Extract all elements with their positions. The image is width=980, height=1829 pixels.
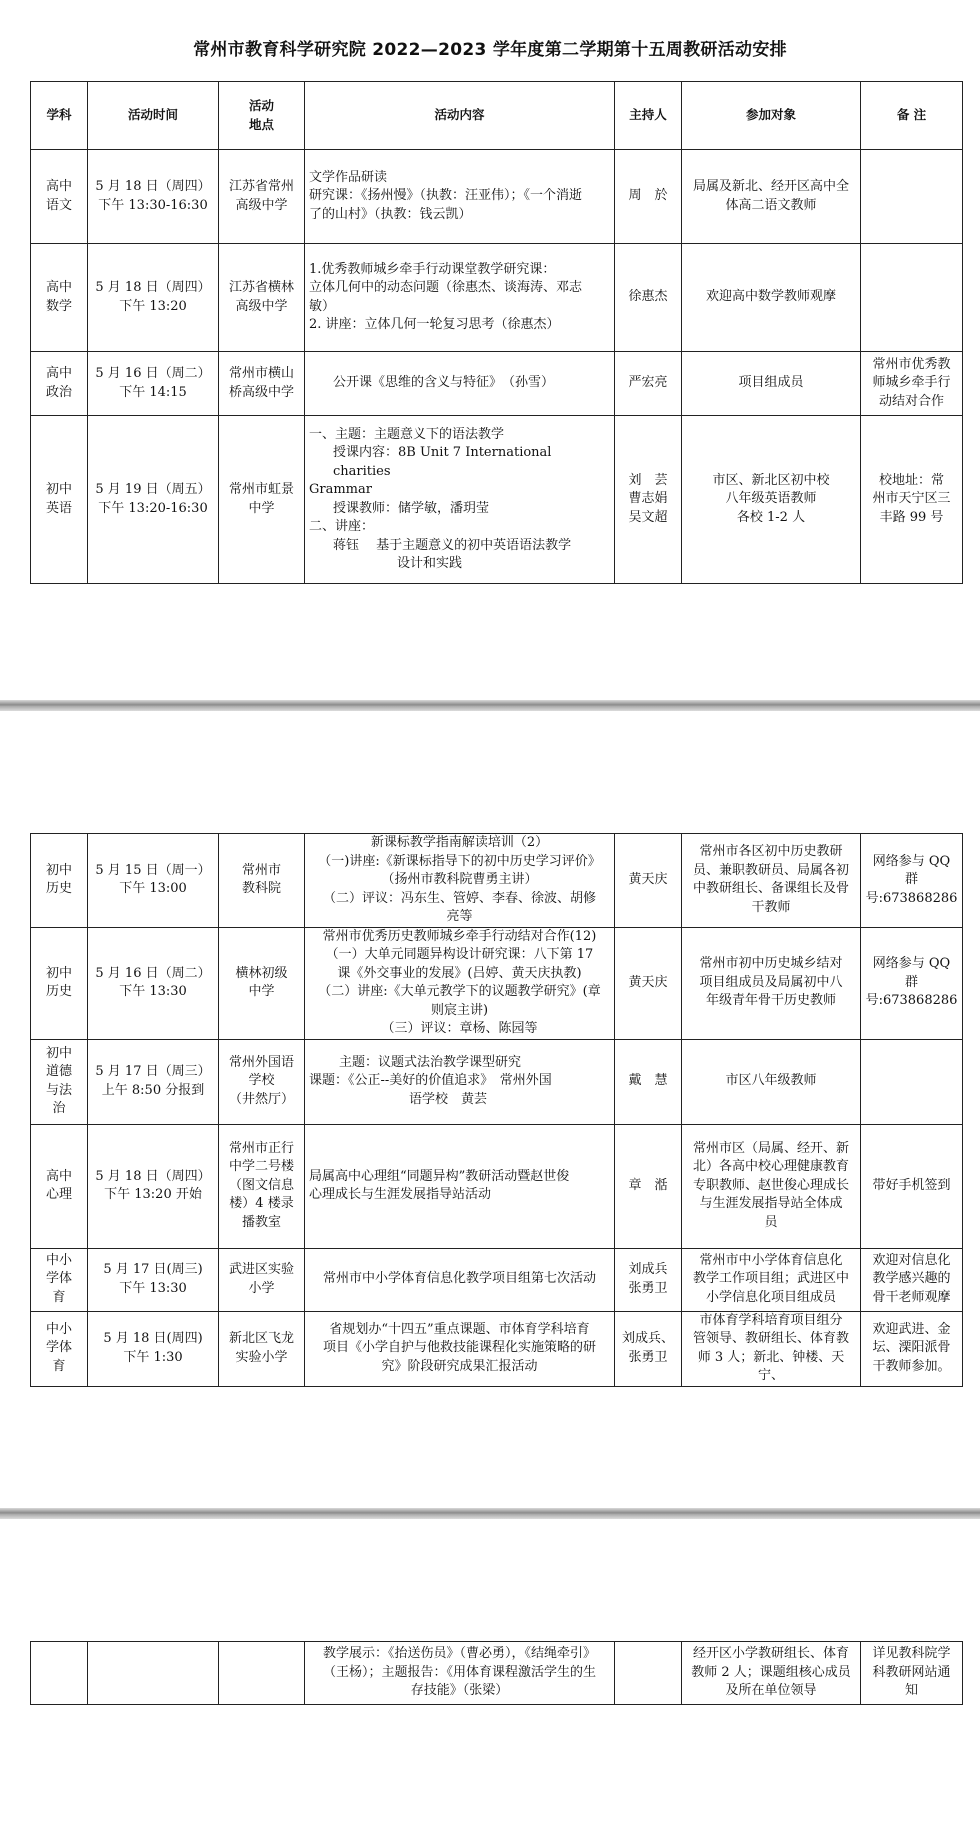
- cell-line: 武进区实验: [228, 1262, 294, 1277]
- participants-cell: [682, 1311, 861, 1386]
- cell-line: 上午 8:50 分报到: [101, 1082, 205, 1098]
- cell-line: 网络参与 QQ: [872, 853, 951, 869]
- cell-line: 骨干老师观摩: [872, 1289, 951, 1305]
- page-separator: [0, 700, 980, 711]
- place-cell: [219, 1248, 305, 1311]
- table-row: [31, 416, 963, 584]
- cell-line: 5 月 15 日（周一）: [95, 862, 211, 878]
- participants-cell: [682, 1039, 861, 1124]
- remarks-cell: [861, 834, 963, 928]
- cell-line: 中学: [248, 500, 275, 516]
- cell-line: 小学: [248, 1280, 275, 1296]
- cell-line: 了的山村》（执教：钱云凯）: [309, 206, 472, 222]
- cell-line: 刘成兵: [628, 1262, 668, 1277]
- cell-line: 常州市区（局属、经开、新: [692, 1140, 849, 1156]
- cell-line: 群: [904, 974, 918, 990]
- cell-line: 员: [764, 1214, 778, 1230]
- table-row: [31, 1642, 963, 1705]
- cell-line: 戴 慧: [628, 1073, 668, 1089]
- cell-line: 中小: [45, 1321, 72, 1337]
- cell-line: 新北区飞龙: [228, 1331, 294, 1346]
- host-cell: [615, 1124, 682, 1248]
- cell-line: 坛、溧阳派骨: [872, 1340, 951, 1356]
- cell-line: 政治: [45, 384, 72, 400]
- cell-line: 历史: [45, 881, 72, 897]
- cell-line: 带好手机签到: [872, 1177, 951, 1193]
- subject-cell: [31, 244, 88, 352]
- cell-line: 江苏省常州: [228, 179, 294, 194]
- cell-line: 新课标教学指南解读培训（2）: [370, 835, 549, 850]
- time-cell: [88, 1124, 219, 1248]
- cell-line: 项目组成员: [738, 375, 804, 391]
- place-cell: [219, 927, 305, 1039]
- cell-line: 常州市优秀历史教师城乡牵手行动结对合作(12): [322, 928, 597, 944]
- table-row: [31, 1248, 963, 1311]
- cell-line: 下午 13:30: [119, 984, 187, 999]
- header-subject: 学科: [31, 82, 88, 150]
- subject-cell: [31, 1124, 88, 1248]
- cell-line: 专职教师、赵世俊心理成长: [692, 1177, 849, 1193]
- cell-line: 与生涯发展指导站全体成: [699, 1196, 843, 1212]
- subject-cell: [31, 1039, 88, 1124]
- place-cell: [219, 244, 305, 352]
- cell-line: 张勇卫: [628, 1280, 668, 1296]
- remarks-cell: [861, 1039, 963, 1124]
- cell-line: 5 月 16 日（周二）: [95, 965, 211, 981]
- table-header-row: [31, 82, 963, 150]
- host-cell: [615, 1311, 682, 1386]
- cell-line: 蒋钰 基于主题意义的初中英语语法教学: [333, 537, 572, 553]
- cell-line: 5 月 17 日（周三）: [95, 1064, 211, 1079]
- remarks-cell: [861, 1311, 963, 1386]
- host-cell: [615, 416, 682, 584]
- cell-line: 市体育学科培育项目组分: [699, 1312, 843, 1328]
- cell-line: 常州市中小学体育信息化: [699, 1252, 843, 1268]
- cell-line: 设计和实践: [397, 556, 463, 571]
- content-cell: [305, 416, 615, 584]
- content-cell: [305, 244, 615, 352]
- time-cell: [88, 1248, 219, 1311]
- cell-line: 省规划办“十四五”重点课题、市体育学科培育: [329, 1321, 590, 1337]
- subject-cell: [31, 352, 88, 416]
- cell-line: 校地址：常: [878, 472, 944, 488]
- cell-line: 下午 13:30: [119, 1280, 187, 1296]
- cell-line: 5 月 16 日（周二）: [95, 366, 211, 381]
- cell-line: 黄天庆: [628, 974, 668, 990]
- participants-cell: [682, 1124, 861, 1248]
- table-row: [31, 150, 963, 244]
- subject-cell: [31, 150, 88, 244]
- content-cell: [305, 1311, 615, 1386]
- participants-cell: [682, 1248, 861, 1311]
- header-remarks: 备 注: [861, 82, 963, 150]
- cell-line: （一）大单元同题异构设计研究课：八下第 17: [325, 947, 594, 962]
- cell-line: 刘 芸: [628, 472, 668, 488]
- cell-line: 与法: [45, 1082, 72, 1098]
- cell-line: 州市天宁区三: [872, 491, 951, 507]
- cell-line: 教学感兴趣的: [872, 1271, 951, 1287]
- cell-line: 主题：议题式法治教学课型研究: [339, 1054, 522, 1070]
- cell-line: （二）讲座:《大单元教学下的议题教学研究》(章: [318, 984, 601, 999]
- cell-line: 号:673868286: [865, 993, 958, 1009]
- schedule-table-page-2: [30, 833, 963, 1387]
- cell-line: 小学信息化项目组成员: [705, 1289, 836, 1305]
- cell-line: 常州市中小学体育信息化教学项目组第七次活动: [322, 1271, 596, 1287]
- cell-line: 则宸主讲): [430, 1002, 489, 1018]
- cell-line: 文学作品研读: [309, 169, 388, 185]
- host-cell: [615, 927, 682, 1039]
- cell-line: 初中: [45, 1045, 72, 1061]
- cell-line: 项目组成员及局属初中八: [699, 974, 843, 990]
- cell-line: 1.优秀教师城乡牵手行动课堂教学研究课：: [309, 261, 556, 277]
- cell-line: 号:673868286: [865, 890, 958, 906]
- cell-line: 究》阶段研究成果汇报活动: [381, 1358, 538, 1374]
- cell-line: 常州市各区初中历史教研: [699, 844, 843, 860]
- time-cell: [88, 416, 219, 584]
- subject-cell: [31, 1311, 88, 1386]
- cell-line: 中教研组长、备课组长及骨: [692, 881, 849, 897]
- place-cell: [219, 1642, 305, 1705]
- host-cell: [615, 352, 682, 416]
- cell-line: 项目《小学自护与他救技能课程化实施策略的研: [322, 1340, 596, 1356]
- cell-line: 网络参与 QQ: [872, 956, 951, 972]
- time-cell: [88, 352, 219, 416]
- cell-line: 局属高中心理组“同题异构”教研活动暨赵世俊: [309, 1168, 570, 1184]
- cell-line: 高中: [45, 1168, 72, 1184]
- cell-line: 育: [52, 1289, 66, 1305]
- time-cell: [88, 1642, 219, 1705]
- cell-line: 及所在单位领导: [725, 1683, 817, 1699]
- cell-line: 治: [52, 1101, 66, 1116]
- cell-line: 员、兼职教研员、局属各初: [692, 862, 849, 878]
- cell-line: 曹志娟: [628, 491, 668, 507]
- cell-line: 课《外交事业的发展》(吕婷、黄天庆执教): [337, 965, 582, 981]
- cell-line: （二）评议：冯东生、管婷、李春、徐波、胡修: [322, 890, 596, 906]
- remarks-cell: [861, 1124, 963, 1248]
- cell-line: 5 月 17 日(周三): [103, 1262, 203, 1277]
- cell-line: 江苏省横林: [228, 280, 294, 295]
- header-host: 主持人: [615, 82, 682, 150]
- cell-line: 常州市: [241, 862, 281, 878]
- cell-line: 下午 13:30-16:30: [98, 197, 208, 213]
- cell-line: 北）各高中校心理健康教育: [692, 1159, 849, 1175]
- cell-line: 语文: [45, 197, 72, 213]
- cell-line: 下午 14:15: [119, 384, 187, 400]
- content-cell: [305, 834, 615, 928]
- table-row: [31, 1311, 963, 1386]
- table-row: [31, 352, 963, 416]
- cell-line: 吴文超: [628, 509, 668, 525]
- cell-line: 道德: [45, 1064, 72, 1079]
- content-cell: [305, 1642, 615, 1705]
- place-cell: [219, 834, 305, 928]
- subject-cell: [31, 1642, 88, 1705]
- cell-line: 周 於: [628, 188, 668, 204]
- subject-cell: [31, 416, 88, 584]
- remarks-cell: [861, 927, 963, 1039]
- schedule-table-page-1: [30, 81, 963, 584]
- table-row: [31, 1039, 963, 1124]
- cell-line: 常州市优秀教: [872, 356, 951, 372]
- cell-line: 动结对合作: [878, 393, 944, 409]
- cell-line: 育: [52, 1358, 66, 1374]
- cell-line: 5 月 18 日（周四）: [95, 280, 211, 295]
- cell-line: 5 月 19 日（周五）: [95, 482, 211, 497]
- cell-line: 科教研网站通: [872, 1664, 951, 1680]
- cell-line: 八年级英语教师: [725, 491, 817, 507]
- cell-line: （扬州市教科院曹勇主讲）: [381, 872, 538, 887]
- remarks-cell: [861, 1642, 963, 1705]
- cell-line: 常州市初中历史城乡结对: [699, 956, 843, 972]
- cell-line: 5 月 18 日(周四): [103, 1331, 203, 1346]
- cell-line: 心理成长与生涯发展指导站活动: [309, 1187, 492, 1202]
- cell-line: 研究课：《扬州慢》（执教：汪亚伟）；《一个消逝: [309, 188, 583, 204]
- cell-line: 章 湉: [628, 1177, 668, 1193]
- cell-line: 欢迎对信息化: [872, 1252, 951, 1268]
- cell-line: 5 月 18 日（周四）: [95, 179, 211, 194]
- host-cell: [615, 1248, 682, 1311]
- cell-line: 师 3 人；新北、钟楼、天宁、: [697, 1349, 845, 1383]
- table-row: [31, 927, 963, 1039]
- place-cell: [219, 1124, 305, 1248]
- cell-line: 常州市横山: [228, 366, 294, 381]
- table-row: [31, 1124, 963, 1248]
- cell-line: 高级中学: [235, 298, 288, 314]
- cell-line: 初中: [45, 965, 72, 981]
- participants-cell: [682, 1642, 861, 1705]
- place-cell: [219, 416, 305, 584]
- cell-line: （三）评议：章杨、陈园等: [381, 1021, 538, 1036]
- cell-line: 下午 13:20 开始: [104, 1187, 202, 1202]
- remarks-cell: [861, 244, 963, 352]
- cell-line: 年级青年骨干历史教师: [705, 993, 836, 1009]
- place-cell: [219, 1039, 305, 1124]
- cell-line: 高中: [45, 179, 72, 194]
- cell-line: 2. 讲座：立体几何一轮复习思考（徐惠杰）: [309, 317, 560, 332]
- document-title: 常州市教育科学研究院 2022—2023 学年度第二学期第十五周教研活动安排: [193, 40, 787, 60]
- header-time: 活动时间: [88, 82, 219, 150]
- content-cell: [305, 1039, 615, 1124]
- time-cell: [88, 1311, 219, 1386]
- cell-line: 欢迎高中数学教师观摩: [705, 289, 836, 305]
- cell-line: 局属及新北、经开区高中全: [692, 179, 849, 194]
- cell-line: 欢迎武进、金: [872, 1321, 951, 1337]
- cell-line: 课题：《公正--美好的价值追求》 常州外国: [309, 1073, 552, 1089]
- cell-line: （王杨）；主题报告：《用体育课程激活学生的生: [322, 1664, 596, 1680]
- cell-line: 初中: [45, 862, 72, 878]
- cell-line: 横林初级: [235, 965, 288, 981]
- cell-line: 张勇卫: [628, 1349, 668, 1365]
- place-cell: [219, 150, 305, 244]
- cell-line: 教科院: [241, 881, 281, 897]
- cell-line: 语学校 黄芸: [409, 1091, 488, 1107]
- header-participants: 参加对象: [682, 82, 861, 150]
- place-cell: [219, 1311, 305, 1386]
- cell-line: 中小: [45, 1252, 72, 1268]
- cell-line: 高中: [45, 280, 72, 295]
- cell-line: 常州市正行: [228, 1140, 294, 1156]
- cell-line: 市区、新北区初中校: [712, 472, 830, 488]
- subject-cell: [31, 927, 88, 1039]
- remarks-cell: [861, 150, 963, 244]
- page-separator: [0, 1508, 980, 1519]
- time-cell: [88, 1039, 219, 1124]
- cell-line: 群: [904, 872, 918, 887]
- host-cell: [615, 1039, 682, 1124]
- content-cell: [305, 352, 615, 416]
- cell-line: 下午 13:20-16:30: [98, 500, 208, 516]
- remarks-cell: [861, 352, 963, 416]
- cell-line: 英语: [45, 500, 72, 516]
- cell-line: 播教室: [241, 1214, 281, 1230]
- cell-line: （一)讲座:《新课标指导下的初中历史学习评价》: [318, 853, 601, 869]
- cell-line: 历史: [45, 984, 72, 999]
- cell-line: 存技能》（张梁）: [410, 1683, 509, 1699]
- host-cell: [615, 150, 682, 244]
- cell-line: 常州外国语: [228, 1054, 294, 1070]
- cell-line: 徐惠杰: [628, 289, 668, 305]
- cell-line: 详见教科院学: [872, 1646, 951, 1662]
- cell-line: 管领导、教研组长、体育教: [692, 1331, 849, 1346]
- cell-line: 学体: [45, 1271, 72, 1287]
- cell-line: 中学: [248, 984, 275, 999]
- cell-line: 知: [904, 1683, 918, 1699]
- cell-line: 楼）4 楼录: [229, 1196, 294, 1212]
- time-cell: [88, 244, 219, 352]
- place-cell: [219, 352, 305, 416]
- cell-line: 常州市虹景: [228, 482, 294, 497]
- participants-cell: [682, 927, 861, 1039]
- cell-line: 授课教师：储学敏，潘玥莹: [333, 500, 490, 516]
- cell-line: 中学二号楼: [228, 1159, 294, 1175]
- remarks-cell: [861, 1248, 963, 1311]
- host-cell: [615, 1642, 682, 1705]
- cell-line: 严宏亮: [628, 375, 668, 391]
- remarks-cell: [861, 416, 963, 584]
- cell-line: 授课内容：8B Unit 7 International charities: [333, 445, 552, 479]
- cell-line: 高级中学: [235, 197, 288, 213]
- cell-line: Grammar: [309, 482, 372, 497]
- host-cell: [615, 834, 682, 928]
- time-cell: [88, 927, 219, 1039]
- table-row: [31, 834, 963, 928]
- host-cell: [615, 244, 682, 352]
- header-place: 活动 地点: [219, 82, 305, 150]
- cell-line: 干教师: [751, 899, 791, 915]
- cell-line: 公开课《思维的含义与特征》 （孙雪）: [333, 375, 555, 391]
- cell-line: 经开区小学教研组长、体育: [692, 1646, 849, 1662]
- cell-line: 各校 1-2 人: [736, 509, 806, 525]
- cell-line: 市区八年级教师: [725, 1073, 817, 1089]
- cell-line: （井然厅）: [228, 1091, 294, 1107]
- participants-cell: [682, 150, 861, 244]
- cell-line: 下午 13:00: [119, 881, 187, 897]
- cell-line: 亮等: [446, 909, 473, 924]
- cell-line: 刘成兵、: [621, 1331, 674, 1346]
- cell-line: 一、主题：主题意义下的语法教学: [309, 426, 505, 442]
- cell-line: 教师 2 人；课题组核心成员: [691, 1664, 851, 1680]
- time-cell: [88, 150, 219, 244]
- cell-line: 下午 1:30: [123, 1349, 183, 1365]
- cell-line: 干教师参加。: [872, 1358, 951, 1374]
- time-cell: [88, 834, 219, 928]
- content-cell: [305, 1124, 615, 1248]
- cell-line: 初中: [45, 482, 72, 497]
- cell-line: 学校: [248, 1073, 275, 1089]
- content-cell: [305, 1248, 615, 1311]
- cell-line: 体高二语文教师: [725, 197, 817, 213]
- participants-cell: [682, 834, 861, 928]
- subject-cell: [31, 1248, 88, 1311]
- cell-line: 高中: [45, 366, 72, 381]
- participants-cell: [682, 352, 861, 416]
- header-content: 活动内容: [305, 82, 615, 150]
- participants-cell: [682, 244, 861, 352]
- cell-line: 黄天庆: [628, 872, 668, 887]
- cell-line: （图文信息: [228, 1177, 294, 1193]
- content-cell: [305, 150, 615, 244]
- content-cell: [305, 927, 615, 1039]
- schedule-table-page-3: [30, 1641, 963, 1705]
- cell-line: 立体几何中的动态问题（徐惠杰、谈海涛、邓志: [309, 280, 583, 295]
- cell-line: 心理: [45, 1187, 72, 1202]
- table-row: [31, 244, 963, 352]
- cell-line: 实验小学: [235, 1349, 288, 1365]
- cell-line: 数学: [45, 298, 72, 314]
- cell-line: 二、讲座：: [309, 519, 375, 534]
- subject-cell: [31, 834, 88, 928]
- participants-cell: [682, 416, 861, 584]
- cell-line: 5 月 18 日（周四）: [95, 1168, 211, 1184]
- cell-line: 学体: [45, 1340, 72, 1356]
- cell-line: 敏）: [309, 298, 336, 314]
- cell-line: 桥高级中学: [228, 384, 294, 400]
- cell-line: 丰路 99 号: [879, 509, 944, 525]
- cell-line: 师城乡牵手行: [872, 375, 951, 391]
- cell-line: 教学展示：《抬送伤员》（曹必勇），《结绳牵引》: [322, 1646, 596, 1662]
- cell-line: 教学工作项目组；武进区中: [692, 1271, 849, 1287]
- cell-line: 下午 13:20: [119, 298, 187, 314]
